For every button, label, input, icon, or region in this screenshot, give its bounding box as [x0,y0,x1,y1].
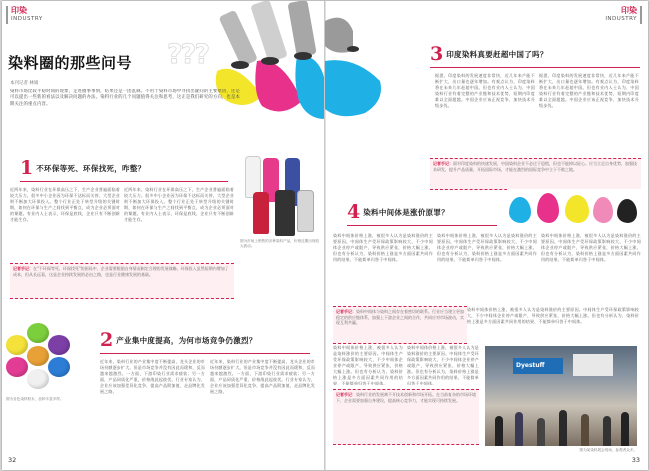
bottle-grey [297,190,314,232]
photo-person [559,410,567,446]
section-4-heading [347,201,449,223]
photo-person [621,412,629,446]
right-page-number: 33 [631,456,640,464]
splash-yellow [565,195,589,223]
section-4-body-col4 [467,307,639,341]
petal-green [27,323,49,343]
right-header [605,6,642,24]
article-author: 本刊记者 林娟 [10,81,39,86]
section-2-number: 2 [100,329,114,351]
section-3-heading [430,43,548,65]
section-4-body-text: 染料中间体价格上涨，被很多人认为是染料涨价的主要原因。中间体生产受环保政策影响较大，不少中间体企业停产或限产，导致供应紧张，价格大幅上涨。但也有分析认为，染料价格上涨是多方面因素共同作用的结果，不能简单归咎于中间体。 [333,233,433,262]
photo-banner-text: Dyestuff [516,362,545,369]
section-4-number: 4 [347,201,361,223]
photo-person [515,412,523,446]
section-3-number: 3 [430,43,444,65]
section-2-body-text: 近年来，染料行业的产业集中度不断提高，龙头企业的市场份额逐步扩大。但是市场竞争并没有因此而缓和，反而越来越激烈。一方面，下游印染行业需求疲软；另一方面，产品同质化严重，价格战此起彼伏。行业专家认为，企业应该加强差异化竞争，提高产品附加值，走品牌化发展之路。 [100,359,205,394]
intro-paragraph [10,89,240,119]
section-3-body-col1 [435,73,535,155]
section-3-note-tag: 记者手记： [433,161,453,166]
petal-white [27,369,49,389]
section-1-note-tag: 记者手记： [13,266,33,271]
section-4-rule [347,225,497,226]
section-4-continuation-text-2: 染料中间体价格上涨，被很多人认为是染料涨价的主要原因。中间体生产受环保政策影响较大，不少中间体企业停产或限产，导致供应紧张，价格大幅上涨。但也有分析认为，染料价格上涨是多方面因素共同作用的结果，不能简单归咎于中间体。 [407,345,479,385]
section-3-note-text: 面对印度染料的快速发展，中国染料企业不必过于恐慌，但也不能掉以轻心。应当立足自身优势，加强技术研发，提升产品质量，开拓国际市场，才能在激烈的国际竞争中立于不败之地。 [433,161,637,172]
section-2-body-col2 [210,359,315,451]
section-1-body-text-2: 近两年来，染料行业在环保高压之下，生产企业普遍面临着较大压力。很多中小企业因为环保不达标而关停，大型企业则不断加大环保投入。整个行业正处于转型升级的关键时期，如何在环保与生产之间找到平衡点，成为企业必须面对的课题。有业内人士表示，环保是底线，企业只有不断创新才能生存。 [124,187,234,222]
section-4-continuation-col2 [407,345,479,385]
petal-center [27,346,49,366]
dye-powder-flower-image [4,323,72,393]
section-1-body-text: 近两年来，染料行业在环保高压之下，生产企业普遍面临着较大压力。很多中小企业因为环保不达标而关停，大型企业则不断加大环保投入。整个行业正处于转型升级的关键时期，如何在环保与生产之间找到平衡点，成为企业必须面对的课题。有业内人士表示，环保是底线，企业只有不断创新才能生存。 [10,187,120,222]
left-page [2,1,325,470]
section-4-reporter-note [333,306,467,344]
photo-person [537,418,545,446]
section-4-body-col1 [333,233,433,303]
bottom-note-tag: 记者手记： [336,392,356,397]
paint-splash-image [507,189,641,231]
section-2-heading [100,329,257,351]
photo-person [581,414,589,446]
splash-black [617,199,637,223]
section-2-body-text-2: 近年来，染料行业的产业集中度不断提高，龙头企业的市场份额逐步扩大。但是市场竞争并没有因此而缓和，反而越来越激烈。一方面，下游印染行业需求疲软；另一方面，产品同质化严重，价格战此起彼伏。行业专家认为，企业应该加强差异化竞争，提高产品附加值，走品牌化发展之路。 [210,359,315,394]
magazine-spread [2,1,648,470]
petal-blue [48,357,70,377]
section-1-reporter-note [10,263,234,299]
ink-splash-illustration [325,1,435,126]
section-4-body-col3 [541,233,641,303]
photo-person [495,416,503,446]
section-4-body-text-4: 染料中间体价格上涨，被很多人认为是染料涨价的主要原因。中间体生产受环保政策影响较大，不少中间体企业停产或限产，导致供应紧张，价格大幅上涨。但也有分析认为，染料价格上涨是多方面因素共同作用的结果，不能简单归咎于中间体。 [467,307,639,324]
splash-magenta [537,193,559,223]
section-3-body-text-2: 据悉，印度染料的发展速度非常快，近几年来产能不断扩大，出口量也逐年增加。有观点认为，印度染料将在未来几年赶超中国。但也有业内人士认为，中国染料行业有着完整的产业链和技术优势，短期内印度难以全面超越。中国企业应该正视竞争，加快技术升级步伐。 [539,73,639,108]
right-header-en: INDUSTRY [605,16,637,22]
section-3-body-text: 据悉，印度染料的发展速度非常快，近几年来产能不断扩大，出口量也逐年增加。有观点认为，印度染料将在未来几年赶超中国。但也有业内人士认为，中国染料行业有着完整的产业链和技术优势，短期内印度难以全面超越。中国企业应该正视竞争，加快技术升级步伐。 [435,73,535,108]
section-1-heading [20,157,145,179]
right-page [325,1,648,470]
section-4-title: 染料中间体是涨价原罪？ [363,207,450,217]
section-1-note-text: 在"不环保等死、环保找死"的困局中，企业需要根据自身情况制定合理的发展战略。环保投入虽然短期内增加了成本，但从长远看，这是企业持续发展的必由之路，也是行业健康发展的基础。 [13,266,229,277]
trade-show-photo [485,346,637,446]
section-1-number: 1 [20,157,34,179]
petal-yellow [6,335,28,355]
section-4-note-tag: 记者手记： [336,309,356,314]
section-3-rule [430,67,640,68]
petal-purple [48,335,70,355]
section-2-rule [100,353,310,354]
flower-caption: 图为各色染料粉末，品种丰富多样。 [6,397,64,401]
photo-person [603,416,611,446]
section-2-title: 产业集中度提高，为何市场竞争仍激烈？ [116,335,257,345]
section-3-reporter-note [430,158,641,190]
section-3-title: 印度染料真要赶超中国了吗？ [446,49,548,59]
photo-caption: 图为某染料展会现场，参观者众多。 [579,448,637,452]
petal-pink [6,357,28,377]
section-4-body-text-2: 染料中间体价格上涨，被很多人认为是染料涨价的主要原因。中间体生产受环保政策影响较大，不少中间体企业停产或限产，导致供应紧张，价格大幅上涨。但也有分析认为，染料价格上涨是多方面因素共同作用的结果，不能简单归咎于中间体。 [437,233,537,262]
splash-cyan [509,197,531,223]
right-header-cn: 印染 [621,6,637,15]
left-page-number: 32 [8,456,17,464]
section-2-body-col1 [100,359,205,451]
section-3-body-col2 [539,73,639,155]
title-question-marks: ??? [167,39,208,70]
section-1-rule [20,181,228,182]
photo-banner-white [573,354,613,376]
section-4-continuation-text: 染料中间体价格上涨，被很多人认为是染料涨价的主要原因。中间体生产受环保政策影响较大，不少中间体企业停产或限产，导致供应紧张，价格大幅上涨。但也有分析认为，染料价格上涨是多方面因素共同作用的结果，不能简单归咎于中间体。 [333,345,403,385]
bottles-caption: 图为市场上销售的各种染料产品，价格近期出现较大波动。 [240,239,320,248]
section-1-title: 不环保等死、环保找死，咋整？ [36,163,146,173]
bottom-reporter-note [333,389,479,445]
bottom-note-text: 染料行业的发展离不开技术创新和市场开拓。在当前复杂的市场环境下，企业需要加强自身建设，提高核心竞争力，才能实现可持续发展。 [336,392,476,403]
article-title: 染料圈的那些问号 [8,54,133,72]
section-4-continuation-col1 [333,345,403,385]
intro-text: 染料市场比较平稳时间的现象，走进圈事事情，结果还是一团乱麻。不用于染料市场中寻找出疑问的主要原因，还是可以提出一些新的看法以及解决问题的办法。染料行业的几个问题值得关注和思考，这正是我们研究的方向，也是本期关注的重点内容。 [10,89,240,107]
left-header-en: INDUSTRY [11,16,43,22]
section-4-body-text-3: 染料中间体价格上涨，被很多人认为是染料涨价的主要原因。中间体生产受环保政策影响较大，不少中间体企业停产或限产，导致供应紧张，价格大幅上涨。但也有分析认为，染料价格上涨是多方面因素共同作用的结果，不能简单归咎于中间体。 [541,233,641,262]
bottle-red [253,192,269,234]
section-4-note-text: 染料中间体与染料之间存在着密切的联系。行业应当建立更加稳定的供应链体系，加强上下游企业之间的合作，共同应对市场波动，实现互利共赢。 [336,309,464,326]
section-1-body-col2 [124,187,234,259]
section-4-body-col2 [437,233,537,303]
splash-pink [593,197,613,223]
section-1-body-col1 [10,187,120,259]
left-header-cn: 印染 [11,6,27,15]
bottle-dark [275,190,295,236]
dye-bottles-image [239,151,319,236]
left-header [6,6,43,24]
